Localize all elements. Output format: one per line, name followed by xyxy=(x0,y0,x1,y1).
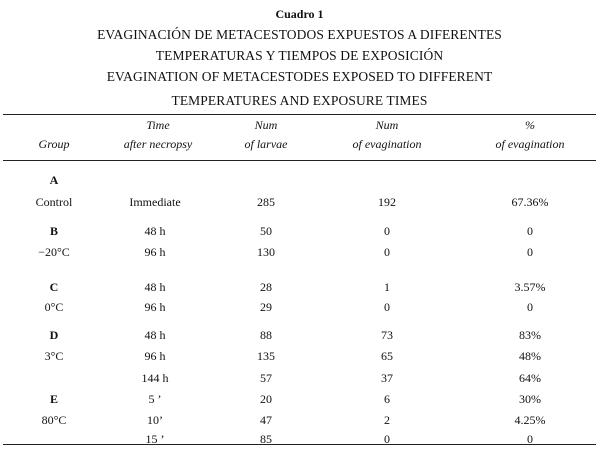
cell-time: 48 h xyxy=(144,328,166,342)
cell-larvae: 29 xyxy=(260,300,272,314)
cell-evag: 0 xyxy=(384,224,390,238)
cell-pct: 0 xyxy=(527,300,533,314)
cell-pct: 3.57% xyxy=(514,280,546,294)
cell-time: 15 ’ xyxy=(145,432,165,446)
cell-pct: 48% xyxy=(519,349,541,363)
header-evagination-line-2: of evagination xyxy=(352,137,422,151)
title-spanish-line-2: TEMPERATURAS Y TIEMPOS DE EXPOSICIÓN xyxy=(155,48,444,63)
cell-evag: 73 xyxy=(381,328,393,342)
cell-larvae: 28 xyxy=(260,280,272,294)
cell-time: 96 h xyxy=(144,349,166,363)
condition-label: −20°C xyxy=(38,245,70,259)
header-larvae-line-1: Num xyxy=(254,118,278,132)
header-bottom-rule xyxy=(3,160,596,161)
cell-evag: 65 xyxy=(381,349,393,363)
cell-pct: 0 xyxy=(527,432,533,446)
cell-evag: 6 xyxy=(384,392,390,406)
header-larvae-line-2: of larvae xyxy=(244,137,288,151)
header-percent-line-2: of evagination xyxy=(495,137,565,151)
cell-time: 5 ’ xyxy=(148,392,162,406)
table-caption: Cuadro 1 xyxy=(275,7,324,21)
header-time-line-2: after necropsy xyxy=(123,137,193,151)
cell-evag: 0 xyxy=(384,300,390,314)
cell-time: 10’ xyxy=(147,413,163,427)
cell-evag: 1 xyxy=(384,280,390,294)
header-percent-line-1: % xyxy=(525,118,535,132)
cell-pct: 67.36% xyxy=(511,195,549,209)
cell-time: Immediate xyxy=(129,195,181,209)
cell-evag: 0 xyxy=(384,245,390,259)
cell-larvae: 47 xyxy=(260,413,272,427)
cell-larvae: 130 xyxy=(257,245,275,259)
header-group: Group xyxy=(38,137,70,151)
cell-pct: 0 xyxy=(527,245,533,259)
group-label: E xyxy=(49,392,58,406)
title-spanish-line-1: EVAGINACIÓN DE METACESTODOS EXPUESTOS A DIFERENTES xyxy=(97,27,502,42)
cell-pct: 0 xyxy=(527,224,533,238)
header-evagination-line-1: Num xyxy=(375,118,399,132)
cell-pct: 4.25% xyxy=(514,413,546,427)
cell-larvae: 50 xyxy=(260,224,272,238)
condition-label: Control xyxy=(35,195,73,209)
cell-larvae: 88 xyxy=(260,328,272,342)
cell-larvae: 135 xyxy=(257,349,275,363)
cell-evag: 2 xyxy=(384,413,390,427)
cell-evag: 192 xyxy=(378,195,396,209)
group-label: D xyxy=(49,328,59,342)
condition-label: 0°C xyxy=(44,300,64,314)
cell-time: 48 h xyxy=(144,224,166,238)
cell-pct: 64% xyxy=(519,371,541,385)
cell-larvae: 285 xyxy=(257,195,275,209)
title-english-line-2: TEMPERATURES AND EXPOSURE TIMES xyxy=(171,93,428,108)
group-label: A xyxy=(49,173,59,187)
condition-label: 80°C xyxy=(41,413,67,427)
cell-time: 96 h xyxy=(144,300,166,314)
cell-pct: 83% xyxy=(519,328,541,342)
cell-time: 144 h xyxy=(141,371,169,385)
group-label: C xyxy=(49,280,59,294)
title-english-line-1: EVAGINATION OF METACESTODES EXPOSED TO DIFFERENT xyxy=(106,69,493,84)
cell-larvae: 85 xyxy=(260,432,272,446)
group-label: B xyxy=(49,224,58,238)
header-time-line-1: Time xyxy=(146,118,170,132)
cell-evag: 0 xyxy=(384,432,390,446)
table-top-rule xyxy=(3,114,596,115)
cell-time: 96 h xyxy=(144,245,166,259)
cell-time: 48 h xyxy=(144,280,166,294)
cell-pct: 30% xyxy=(519,392,541,406)
condition-label: 3°C xyxy=(44,349,64,363)
cell-larvae: 20 xyxy=(260,392,272,406)
cell-larvae: 57 xyxy=(260,371,272,385)
cell-evag: 37 xyxy=(381,371,393,385)
